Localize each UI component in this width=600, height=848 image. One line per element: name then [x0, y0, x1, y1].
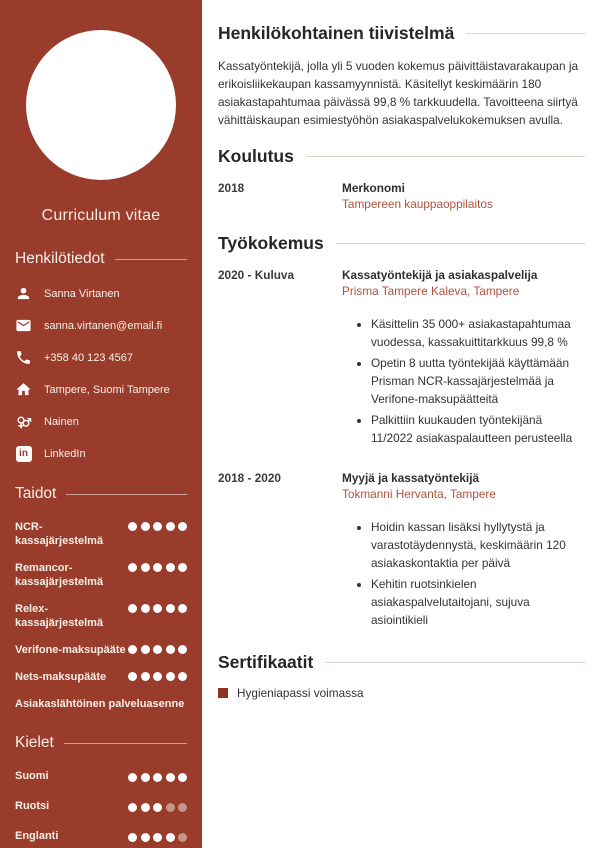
- skill-level-dots: [128, 645, 187, 654]
- contact-heading-label: Henkilötiedot: [15, 250, 105, 267]
- contact-section-heading: [15, 250, 187, 268]
- gender-icon: [15, 413, 32, 430]
- language-label: Suomi: [15, 770, 49, 782]
- certificate-square-bullet: [218, 688, 228, 698]
- language-label: Englanti: [15, 830, 59, 842]
- contact-phone-text: +358 40 123 4567: [44, 351, 134, 364]
- linkedin-icon: in: [15, 445, 32, 462]
- heading-divider-line: [306, 156, 585, 157]
- home-icon: [15, 381, 32, 398]
- skill-level-dots: [128, 522, 187, 531]
- certificate-label: Hygieniapassi voimassa: [237, 686, 364, 700]
- skill-row: [15, 643, 187, 657]
- education-degree: Merkonomi: [342, 181, 405, 195]
- summary-heading: [218, 23, 585, 44]
- email-icon: [15, 317, 32, 334]
- contact-row-phone: [15, 349, 187, 366]
- heading-divider-line: [325, 662, 585, 663]
- summary-text: Kassatyöntekijä, jolla yli 5 vuoden kokemus päivittäistavarakaupan ja erikoisliikekaupan kassamyynnistä. Käsitellyt keskimäärin 180 asiakastapahtumaa päivässä 99,8 % tarkkuudella. Tavoitteena siirtyä vähittäiskaupan esimiestyöhön asiakaspalvelukokemuksen avulla.: [218, 59, 579, 127]
- contact-name-text: Sanna Virtanen: [44, 287, 120, 300]
- contact-row-name: [15, 285, 187, 302]
- experience-bullet-list: [342, 518, 585, 629]
- experience-bullet: • Käsittelin 35 000+ asiakastapahtumaa vuodessa, kassakuittitarkkuus 99,8 %: [371, 315, 585, 351]
- contact-linkedin-text: LinkedIn: [44, 447, 86, 460]
- heading-divider-line: [115, 259, 187, 260]
- person-icon: [15, 285, 32, 302]
- profile-photo-placeholder: [26, 30, 176, 180]
- education-school: Tampereen kauppaoppilaitos: [342, 197, 493, 211]
- contact-email-text: sanna.virtanen@email.fi: [44, 319, 163, 332]
- experience-bullet-list: [342, 315, 585, 447]
- education-heading-label: Koulutus: [218, 146, 294, 166]
- education-section: [218, 146, 585, 213]
- skill-level-dots: [128, 672, 187, 681]
- certificates-section: [218, 652, 585, 700]
- certificates-heading-label: Sertifikaatit: [218, 652, 314, 672]
- education-period: 2018: [218, 181, 245, 195]
- languages-section-heading: [15, 734, 187, 752]
- contact-row-linkedin: [15, 445, 187, 462]
- language-level-dots: [128, 833, 187, 842]
- skill-label: Verifone-maksupääte: [15, 644, 126, 656]
- education-heading: [218, 146, 585, 167]
- skill-row: [15, 697, 187, 711]
- language-row: [15, 769, 187, 783]
- skill-row: [15, 670, 187, 684]
- education-entry: [218, 180, 585, 213]
- summary-section: [218, 23, 585, 129]
- experience-bullet: • Kehitin ruotsinkielen asiakaspalvelutaitojani, sujuva asiointikieli: [371, 575, 585, 629]
- contact-row-gender: [15, 413, 187, 430]
- phone-icon: [15, 349, 32, 366]
- heading-divider-line: [466, 33, 585, 34]
- experience-heading: [218, 233, 585, 254]
- experience-period: 2018 - 2020: [218, 471, 281, 485]
- certificate-item: [218, 686, 585, 700]
- cv-title: Curriculum vitae: [41, 207, 161, 224]
- language-level-dots: [128, 773, 187, 782]
- contact-row-location: [15, 381, 187, 398]
- language-level-dots: [128, 803, 187, 812]
- languages-section: [15, 734, 187, 843]
- skill-row: [15, 602, 187, 630]
- summary-heading-label: Henkilökohtainen tiivistelmä: [218, 23, 455, 43]
- experience-entry: [218, 470, 585, 632]
- language-row: [15, 829, 187, 843]
- language-label: Ruotsi: [15, 800, 50, 812]
- experience-employer: Prisma Tampere Kaleva, Tampere: [342, 284, 520, 298]
- languages-heading-label: Kielet: [15, 734, 54, 751]
- experience-period: 2020 - Kuluva: [218, 268, 295, 282]
- skill-label: Remancor-kassajärjestelmä: [15, 562, 104, 588]
- contact-gender-text: Nainen: [44, 415, 79, 428]
- heading-divider-line: [66, 494, 187, 495]
- experience-entry: [218, 267, 585, 450]
- skill-level-dots: [128, 604, 187, 613]
- experience-heading-label: Työkokemus: [218, 233, 324, 253]
- experience-job-title: Myyjä ja kassatyöntekijä: [342, 471, 480, 485]
- experience-bullet: • Hoidin kassan lisäksi hyllytystä ja varastotäydennystä, keskimäärin 120 asiakaskontaktia per päivä: [371, 518, 585, 572]
- experience-bullet: • Palkittiin kuukauden työntekijänä 11/2022 asiakaspalautteen perusteella: [371, 411, 585, 447]
- heading-divider-line: [336, 243, 585, 244]
- certificates-heading: [218, 652, 585, 673]
- heading-divider-line: [64, 743, 187, 744]
- sidebar: [0, 0, 202, 848]
- contact-row-email: [15, 317, 187, 334]
- experience-bullet: • Opetin 8 uutta työntekijää käyttämään Prisman NCR-kassajärjestelmää ja Verifone-maksupäätteitä: [371, 354, 585, 408]
- skill-level-dots: [128, 563, 187, 572]
- skills-heading-label: Taidot: [15, 485, 57, 502]
- skill-row: [15, 561, 187, 589]
- skills-section-heading: [15, 485, 187, 503]
- experience-employer: Tokmanni Hervanta, Tampere: [342, 487, 496, 501]
- experience-job-title: Kassatyöntekijä ja asiakaspalvelija: [342, 268, 538, 282]
- skill-label: Asiakaslähtöinen palveluasenne: [15, 698, 185, 710]
- skill-label: NCR-kassajärjestelmä: [15, 521, 104, 547]
- main-content: [202, 0, 600, 848]
- skill-label: Relex-kassajärjestelmä: [15, 603, 104, 629]
- contact-location-text: Tampere, Suomi Tampere: [44, 383, 170, 396]
- skill-label: Nets-maksupääte: [15, 671, 107, 683]
- experience-section: [218, 233, 585, 632]
- language-row: [15, 799, 187, 813]
- skill-row: [15, 520, 187, 548]
- skills-section: [15, 485, 187, 711]
